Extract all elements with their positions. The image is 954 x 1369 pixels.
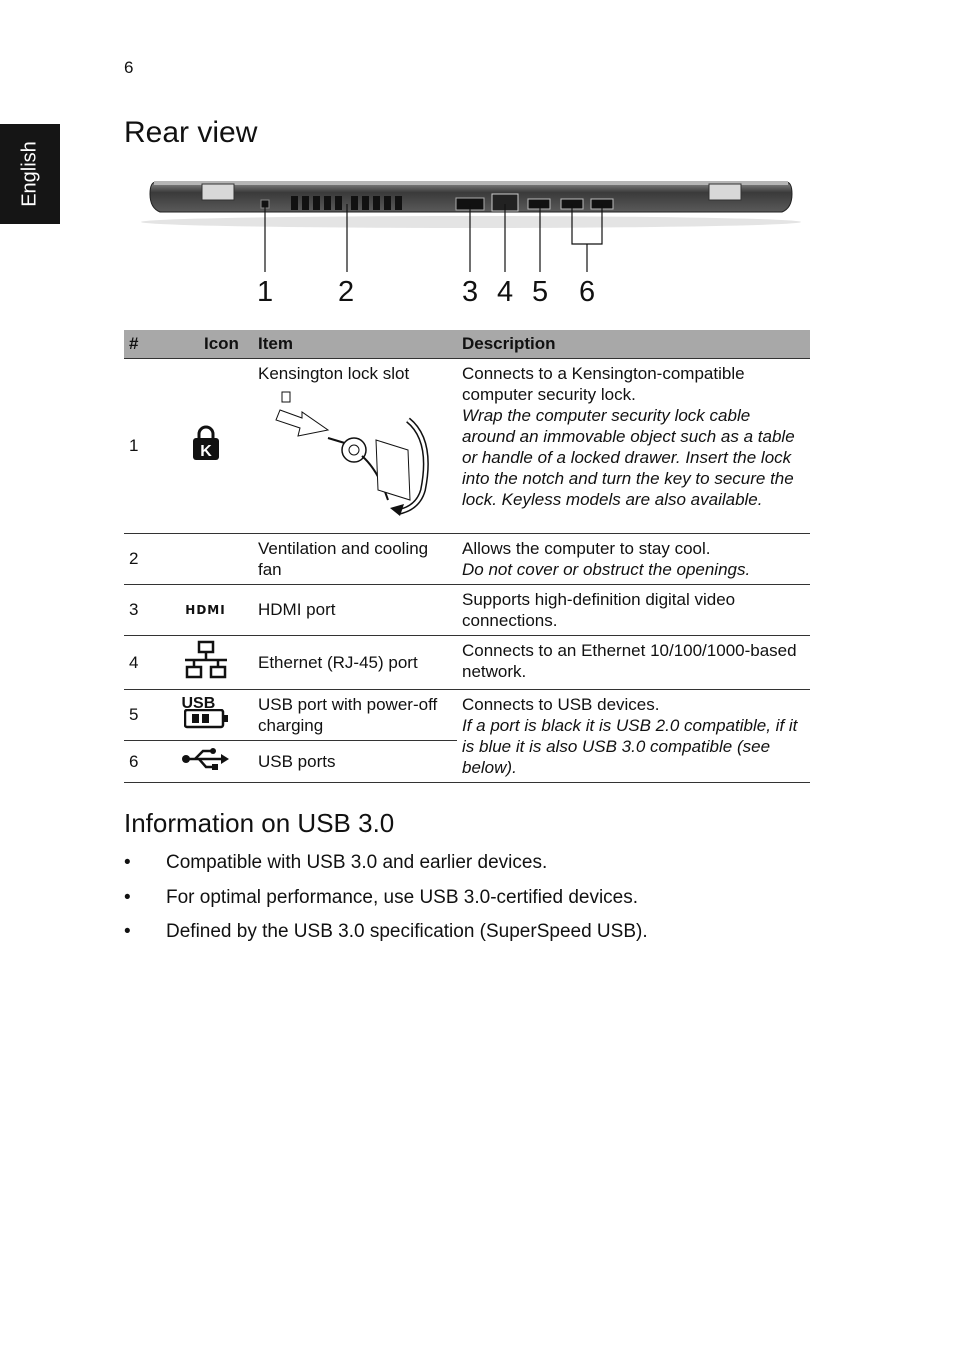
row-number: 1 — [124, 358, 158, 533]
row-description — [457, 689, 810, 782]
row-number: 3 — [124, 584, 158, 635]
row-number: 6 — [124, 740, 158, 782]
row-number: 5 — [124, 689, 158, 740]
list-item: • Compatible with USB 3.0 and earlier devices. — [124, 852, 648, 887]
row-desc-note: Do not cover or obstruct the openings. — [462, 559, 751, 579]
table-row — [124, 689, 810, 740]
table-header-row — [124, 330, 810, 358]
usb-info-list — [124, 852, 648, 956]
col-header-num: # — [124, 330, 158, 358]
list-item: • Defined by the USB 3.0 specification (SuperSpeed USB). — [124, 921, 648, 956]
row-number: 4 — [124, 635, 158, 689]
callout-3: 3 — [462, 276, 479, 308]
row-item-label: Ethernet (RJ-45) port — [253, 635, 457, 689]
lock-installation-illustration — [258, 390, 438, 520]
col-header-icon: Icon — [158, 330, 253, 358]
row-description: Connects to an Ethernet 10/100/1000-based network. — [457, 635, 810, 689]
row-item-label: USB ports — [253, 740, 457, 782]
usb-charging-icon-text: USB — [181, 695, 216, 712]
callout-6: 6 — [579, 276, 596, 308]
row-desc-note: Wrap the computer security lock cable around an immovable object such as a table or handle of a locked drawer. Insert the lock into the notch and turn the key to secure the lock. Keyless models are also available. — [462, 405, 795, 509]
ethernet-icon — [158, 635, 253, 689]
row-desc-text: Allows the computer to stay cool. — [462, 538, 711, 558]
table-row — [124, 635, 810, 689]
callout-5: 5 — [532, 276, 549, 308]
col-header-description: Description — [457, 330, 810, 358]
row-number: 2 — [124, 533, 158, 584]
page-title: Rear view — [124, 116, 258, 149]
hdmi-icon — [158, 584, 253, 635]
row-desc-text: Connects to a Kensington-compatible computer security lock. — [462, 363, 745, 404]
row-item-label: USB port with power-off charging — [253, 689, 457, 740]
row-desc-note: If a port is black it is USB 2.0 compatible, if it is blue it is also USB 3.0 compatible (see below). — [462, 715, 798, 777]
row-description: Supports high-definition digital video connections. — [457, 584, 810, 635]
kensington-lock-icon — [158, 358, 253, 533]
svg-text:K: K — [199, 443, 212, 460]
usb-info-title: Information on USB 3.0 — [124, 808, 395, 838]
table-row — [124, 358, 810, 533]
hdmi-icon-text: HDMI — [185, 603, 226, 617]
usb-charging-icon — [158, 689, 253, 740]
table-row — [124, 533, 810, 584]
language-tab — [0, 124, 60, 224]
rear-view-table — [124, 330, 810, 783]
row-item-label: Kensington lock slot — [258, 363, 410, 383]
row-item-label: HDMI port — [253, 584, 457, 635]
row-description — [457, 533, 810, 584]
page-number: 6 — [124, 58, 134, 77]
callout-4: 4 — [497, 276, 514, 308]
usb-icon — [158, 740, 253, 782]
callout-2: 2 — [338, 276, 355, 308]
row-item-label: Ventilation and cooling fan — [253, 533, 457, 584]
row-item — [253, 358, 457, 533]
callout-1: 1 — [257, 276, 274, 308]
row-desc-text: Connects to USB devices. — [462, 694, 660, 714]
row-icon-empty — [158, 533, 253, 584]
row-description — [457, 358, 810, 533]
col-header-item: Item — [253, 330, 457, 358]
list-item: • For optimal performance, use USB 3.0-certified devices. — [124, 887, 648, 922]
language-tab-label: English — [18, 141, 41, 207]
table-row — [124, 584, 810, 635]
